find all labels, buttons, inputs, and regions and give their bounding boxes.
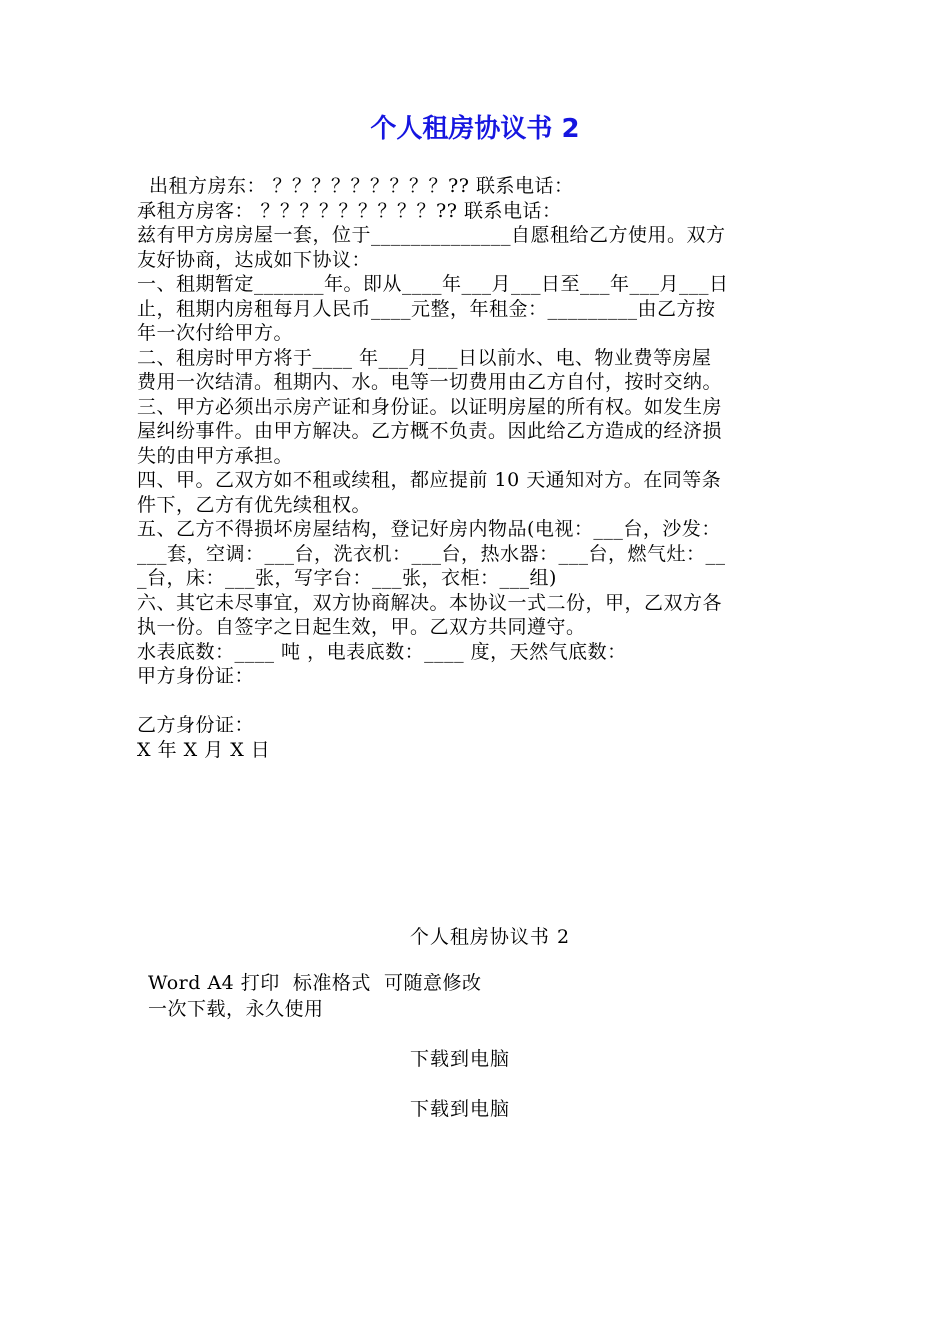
format-info: Word A4 打印 标准格式 可随意修改	[148, 972, 482, 994]
body-line: ___套，空调：___台，洗衣机：___台，热水器：___台，燃气灶：__	[137, 542, 726, 565]
download-to-pc-link-2[interactable]: 下载到电脑	[409, 1098, 510, 1120]
document-body	[137, 174, 817, 762]
body-line: 止，租期内房租每月人民币____元整，年租金：_________由乙方按	[137, 297, 716, 320]
body-line: 年一次付给甲方。	[137, 322, 294, 344]
body-line: _台，床：___张，写字台：___张，衣柜：___组)	[137, 567, 557, 589]
download-to-pc-link[interactable]: 下载到电脑	[409, 1048, 510, 1070]
landlord-line: 出租方房东： ？？？？？？？？？?? 联系电话：	[149, 175, 574, 197]
footer-title: 个人租房协议书 2	[409, 926, 571, 948]
date-line: X 年 X 月 X 日	[137, 738, 271, 761]
body-line: 件下，乙方有优先续租权。	[137, 493, 372, 516]
body-line: 兹有甲方房房屋一套，位于______________自愿租给乙方使用。双方	[137, 224, 726, 246]
meter-readings-line: 水表底数：____ 吨 ，电表底数：____ 度，天然气底数：	[137, 640, 627, 663]
body-line: 屋纠纷事件。由甲方解决。乙方概不负责。因此给乙方造成的经济损	[137, 420, 723, 442]
clause-2-line: 二、租房时甲方将于____ 年___月___日以前水、电、物业费等房屋	[137, 346, 712, 369]
clause-1-line: 一、租期暂定_______年。即从____年___月___日至___年___月___日	[137, 273, 729, 295]
clause-3-line: 三、甲方必须出示房产证和身份证。以证明房屋的所有权。如发生房	[137, 395, 723, 418]
clause-6-line: 六、其它未尽事宜，双方协商解决。本协议一式二份，甲，乙双方各	[137, 591, 723, 614]
party-b-id-line: 乙方身份证：	[137, 714, 255, 736]
body-line: 友好协商，达成如下协议：	[137, 248, 372, 271]
body-line: 费用一次结清。租期内、水。电等一切费用由乙方自付，按时交纳。	[137, 371, 723, 393]
download-info: 一次下载，永久使用	[148, 998, 324, 1020]
tenant-line: 承租方房客： ？？？？？？？？？?? 联系电话：	[137, 199, 562, 222]
body-line: 失的由甲方承担。	[137, 444, 294, 467]
body-line: 执一份。自签字之日起生效，甲。乙双方共同遵守。	[137, 616, 586, 638]
blank-line	[137, 689, 817, 714]
party-a-id-line: 甲方身份证：	[137, 665, 255, 687]
document-title: 个人租房协议书 2	[370, 114, 580, 144]
clause-4-line: 四、甲。乙双方如不租或续租，都应提前 10 天通知对方。在同等条	[137, 469, 722, 491]
footer-info	[148, 970, 481, 1022]
clause-5-line: 五、乙方不得损坏房屋结构，登记好房内物品(电视：___台，沙发：	[137, 518, 721, 540]
